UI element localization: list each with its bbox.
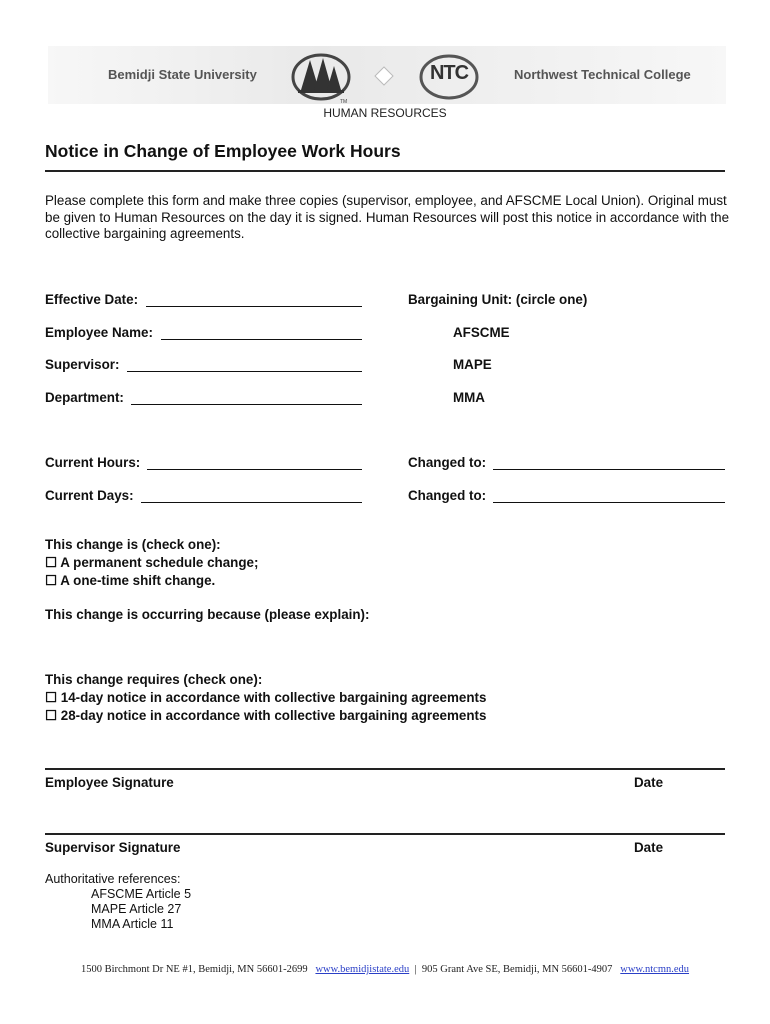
references-label: Authoritative references: — [45, 872, 181, 886]
bsu-name: Bemidji State University — [108, 67, 257, 82]
bargaining-unit-label: Bargaining Unit: (circle one) — [408, 292, 588, 307]
change-type-label: This change is (check one): — [45, 537, 221, 552]
employee-name-field[interactable] — [161, 339, 362, 340]
supervisor-date-label: Date — [634, 840, 664, 855]
footer — [0, 964, 770, 975]
reference-item: MMA Article 11 — [91, 917, 174, 931]
supervisor-signature-field[interactable] — [45, 833, 725, 835]
change-option-permanent-label: A permanent schedule change; — [60, 555, 259, 570]
supervisor-signature-label: Supervisor Signature — [45, 840, 181, 855]
change-option-permanent[interactable] — [45, 555, 258, 571]
requirement-option-28-day-label: 28-day notice in accordance with collective bargaining agreements — [60, 708, 487, 723]
requirement-option-28-day[interactable] — [45, 708, 486, 724]
unit-option-afscme[interactable]: AFSCME — [453, 325, 510, 340]
changed-days-field[interactable] — [493, 502, 725, 503]
employee-date-label: Date — [634, 775, 664, 790]
requirement-option-14-day[interactable] — [45, 690, 486, 706]
requirement-label: This change requires (check one): — [45, 672, 263, 687]
footer-link-bsu[interactable]: www.bemidjistate.edu — [315, 964, 410, 975]
svg-text:TM: TM — [340, 99, 348, 104]
bsu-tree-logo — [290, 52, 352, 104]
reference-item: MAPE Article 27 — [91, 902, 182, 916]
employee-name-label: Employee Name: — [45, 325, 153, 340]
effective-date-field[interactable] — [146, 306, 362, 307]
current-days-label: Current Days: — [45, 488, 134, 503]
requirement-option-14-day-label: 14-day notice in accordance with collective bargaining agreements — [60, 690, 487, 705]
footer-address-2: 905 Grant Ave SE, Bemidji, MN 56601-4907 — [421, 964, 613, 975]
footer-separator: | — [414, 964, 417, 975]
effective-date-label: Effective Date: — [45, 292, 139, 307]
ntc-logo-text: NTC — [429, 62, 469, 84]
unit-option-mma[interactable]: MMA — [453, 390, 485, 405]
checkbox-icon[interactable]: ☐ — [45, 708, 58, 723]
supervisor-field[interactable] — [127, 371, 362, 372]
reason-label: This change is occurring because (please explain): — [45, 607, 370, 622]
current-hours-label: Current Hours: — [45, 455, 141, 470]
reason-field[interactable] — [45, 626, 725, 666]
change-option-one-time-label: A one-time shift change. — [60, 573, 216, 588]
changed-days-label: Changed to: — [408, 488, 487, 503]
ntc-name: Northwest Technical College — [514, 67, 691, 82]
department-field[interactable] — [131, 404, 362, 405]
checkbox-icon[interactable]: ☐ — [45, 573, 58, 588]
employee-signature-label: Employee Signature — [45, 775, 174, 790]
checkbox-icon[interactable]: ☐ — [45, 690, 58, 705]
diamond-divider-icon — [374, 66, 394, 86]
change-option-one-time[interactable] — [45, 573, 215, 589]
reference-item: AFSCME Article 5 — [91, 887, 192, 901]
supervisor-label: Supervisor: — [45, 357, 120, 372]
footer-link-ntc[interactable]: www.ntcmn.edu — [620, 964, 690, 975]
footer-address-1: 1500 Birchmont Dr NE #1, Bemidji, MN 56601-2699 — [80, 964, 308, 975]
department-field-label: Department: — [45, 390, 124, 405]
employee-signature-field[interactable] — [45, 768, 725, 770]
changed-hours-label: Changed to: — [408, 455, 487, 470]
instructions: Please complete this form and make three copies (supervisor, employee, and AFSCME Local Union). Original must be given to Human Resources on the day it is signed. Human Resources will post this notice in accordance with the collective bargaining agreements. — [45, 193, 730, 242]
current-days-field[interactable] — [141, 502, 362, 503]
title-rule — [45, 170, 725, 172]
current-hours-field[interactable] — [147, 469, 362, 470]
changed-hours-field[interactable] — [493, 469, 725, 470]
page-title: Notice in Change of Employee Work Hours — [45, 141, 401, 161]
unit-option-mape[interactable]: MAPE — [453, 357, 492, 372]
department-label: HUMAN RESOURCES — [323, 106, 447, 120]
checkbox-icon[interactable]: ☐ — [45, 555, 58, 570]
